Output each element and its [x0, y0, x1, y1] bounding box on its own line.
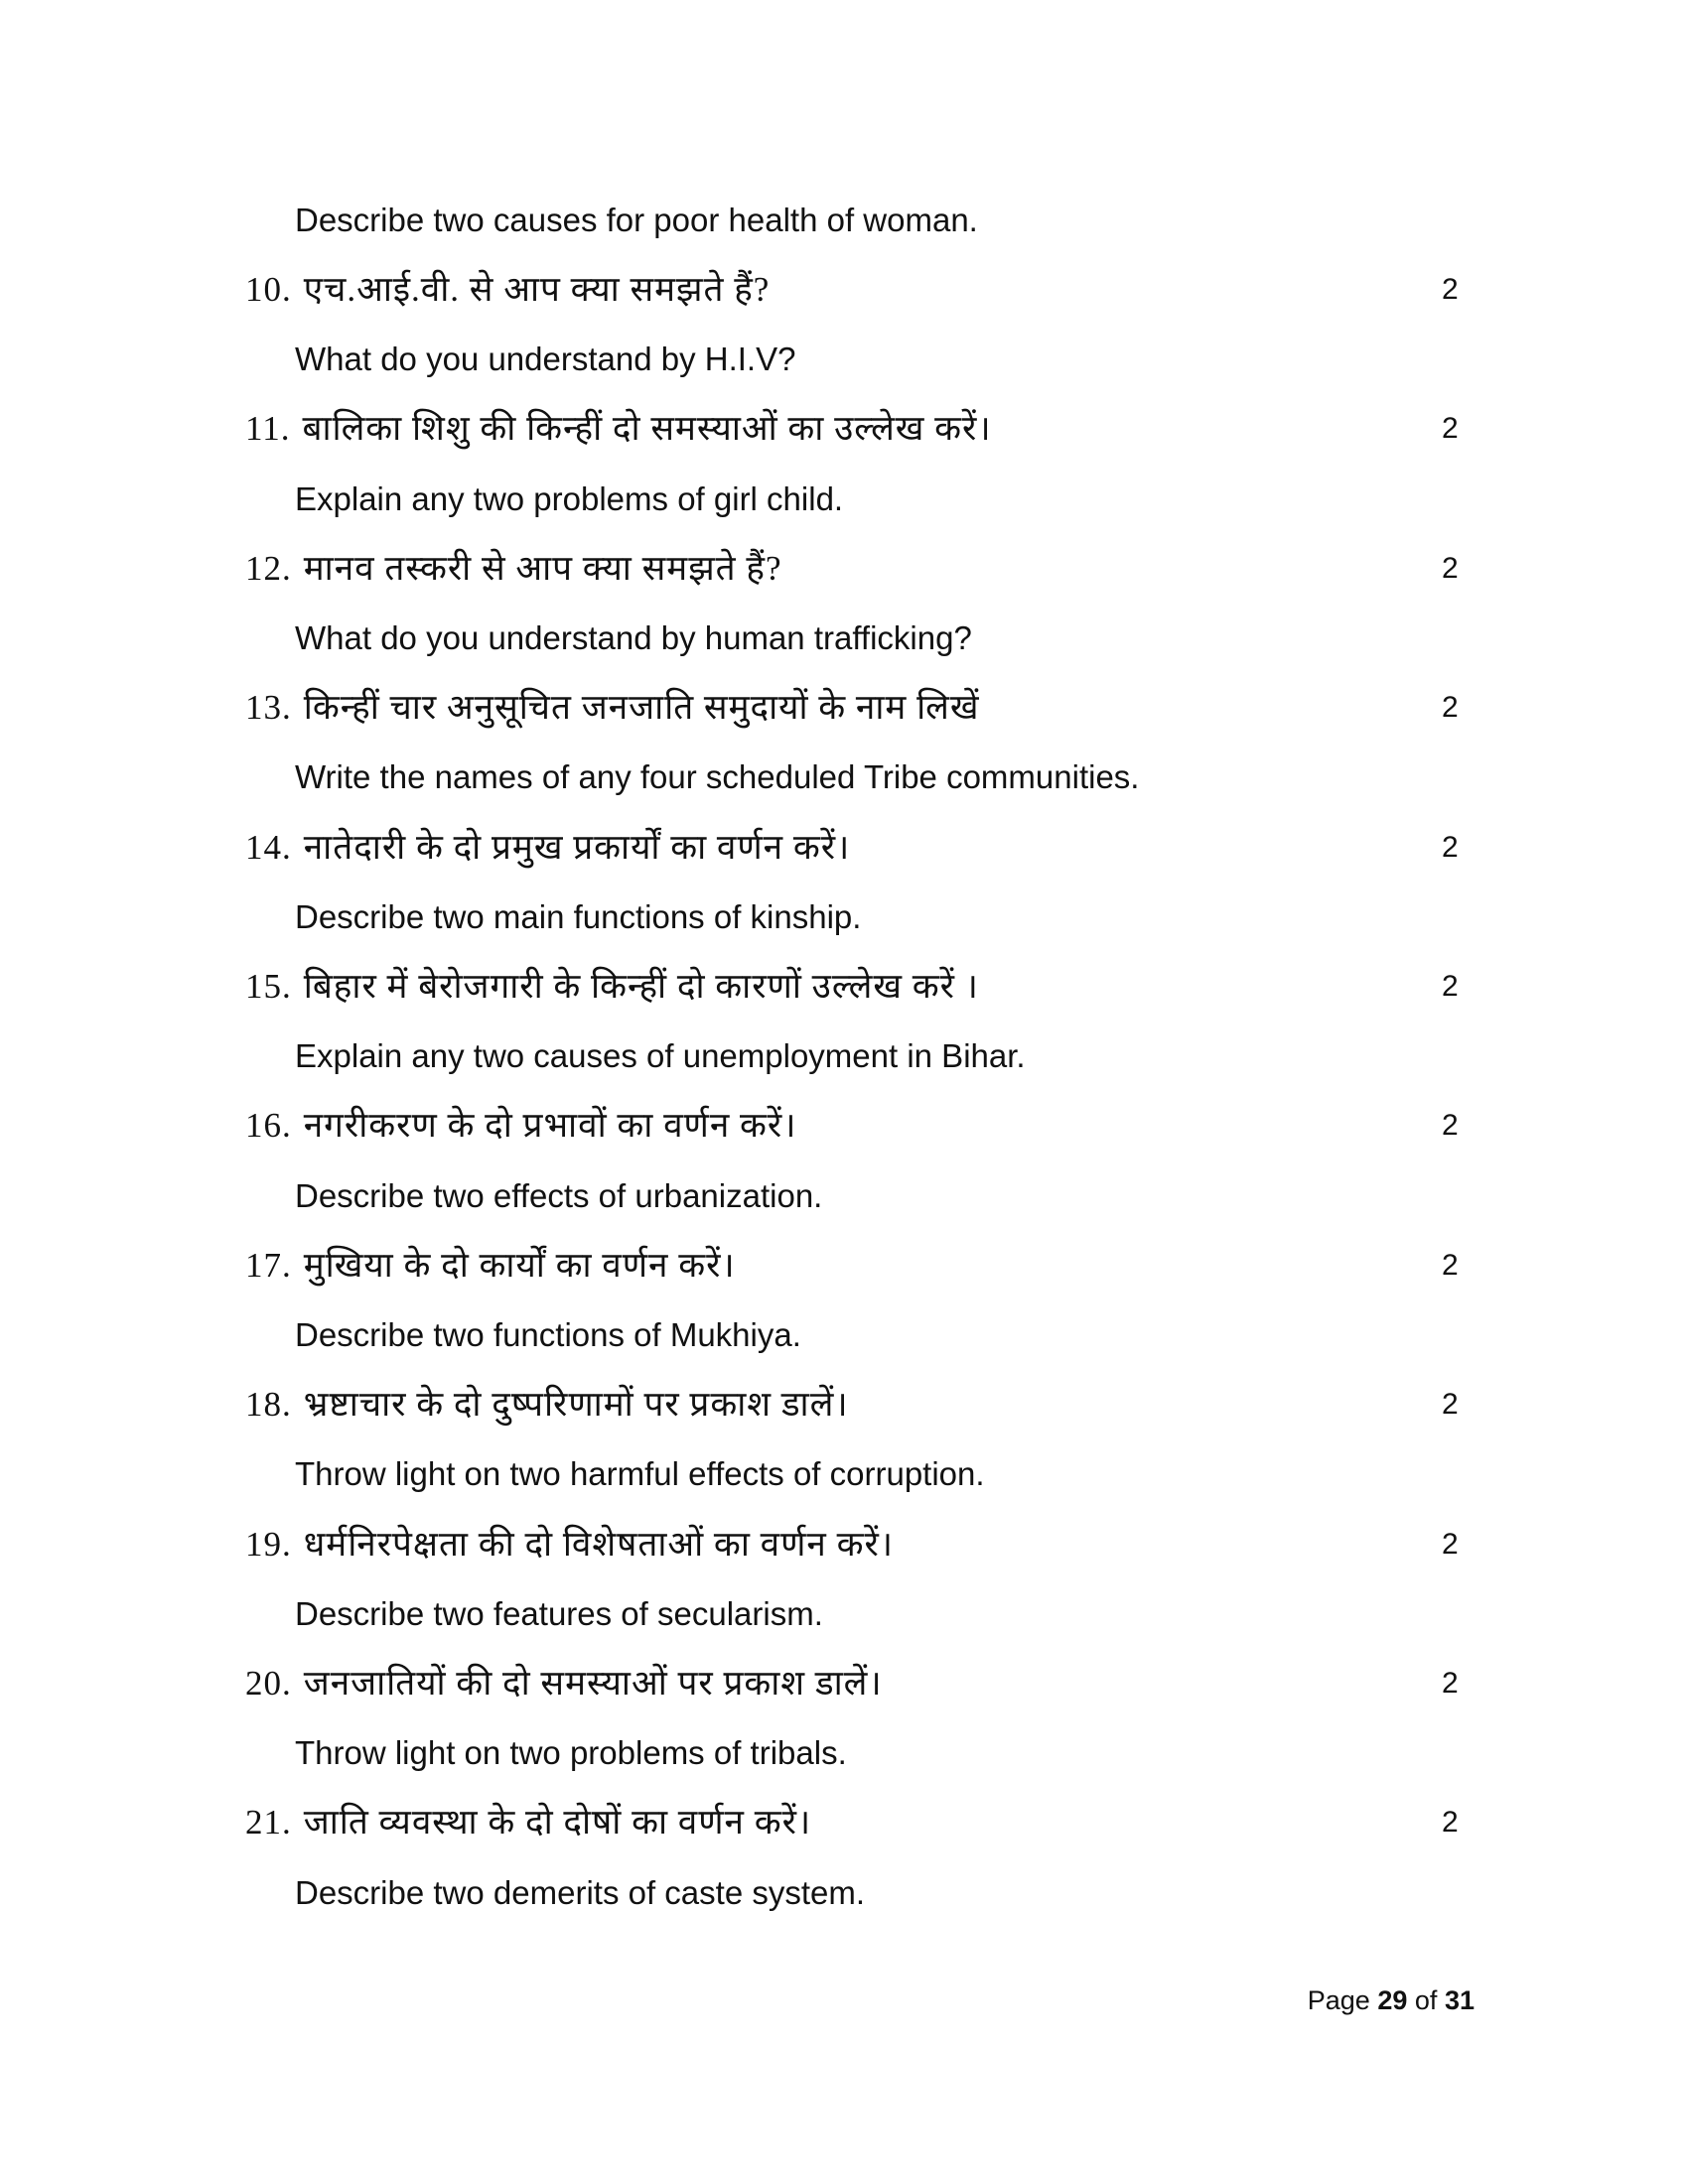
question-english-row — [0, 1858, 1688, 1928]
question-hindi — [245, 394, 992, 464]
question-hindi-text: एच.आई.वी. से आप क्या समझते हैं? — [303, 270, 771, 309]
question-hindi-text: मानव तस्करी से आप क्या समझते हैं? — [303, 548, 782, 588]
question-hindi-text: जाति व्यवस्था के दो दोषों का वर्णन करें। — [303, 1803, 812, 1843]
question-number: 21. — [245, 1803, 292, 1843]
question-english: Throw light on two problems of tribals. — [295, 1734, 847, 1772]
question-english-row — [0, 465, 1688, 534]
question-hindi-row — [0, 952, 1688, 1022]
question-english: Explain any two causes of unemployment in Bihar. — [295, 1037, 1026, 1075]
intro-line — [0, 186, 1688, 255]
question-hindi-text: मुखिया के दो कार्यों का वर्णन करें। — [303, 1245, 736, 1285]
question-hindi — [245, 952, 979, 1022]
question-english: Describe two features of secularism. — [295, 1594, 823, 1632]
page-footer — [1308, 1985, 1475, 2016]
question-hindi-row — [0, 673, 1688, 743]
question-english: Describe two main functions of kinship. — [295, 897, 862, 935]
question-marks: 2 — [1442, 1667, 1459, 1700]
question-marks: 2 — [1442, 691, 1459, 725]
question-hindi-row — [0, 1788, 1688, 1857]
question-number: 16. — [245, 1106, 292, 1146]
question-number: 19. — [245, 1524, 292, 1564]
question-number: 20. — [245, 1664, 292, 1703]
question-marks: 2 — [1442, 1527, 1459, 1561]
question-number: 18. — [245, 1385, 292, 1425]
question-hindi-row — [0, 1649, 1688, 1718]
question-marks: 2 — [1442, 1388, 1459, 1422]
question-marks: 2 — [1442, 1248, 1459, 1282]
question-english: Explain any two problems of girl child. — [295, 479, 844, 517]
question-english-row — [0, 604, 1688, 673]
question-number: 17. — [245, 1245, 292, 1285]
question-number: 10. — [245, 270, 292, 309]
total-pages: 31 — [1444, 1985, 1475, 2015]
question-number: 12. — [245, 548, 292, 588]
question-number: 15. — [245, 967, 292, 1006]
question-english: Describe two functions of Mukhiya. — [295, 1316, 801, 1353]
question-marks: 2 — [1442, 412, 1459, 446]
current-page: 29 — [1377, 1985, 1408, 2015]
question-hindi-text: भ्रष्टाचार के दो दुष्परिणामों पर प्रकाश डालें। — [303, 1385, 849, 1425]
question-english-row — [0, 1579, 1688, 1649]
question-english-row — [0, 1300, 1688, 1370]
question-hindi — [245, 813, 850, 883]
question-hindi-text: बिहार में बेरोजगारी के किन्हीं दो कारणों उल्लेख करें । — [303, 967, 979, 1006]
question-english-row — [0, 1718, 1688, 1788]
question-hindi-text: बालिका शिशु की किन्हीं दो समस्याओं का उल्लेख करें। — [302, 409, 992, 449]
question-hindi-text: नगरीकरण के दो प्रभावों का वर्णन करें। — [303, 1106, 797, 1146]
question-hindi-row — [0, 1231, 1688, 1300]
question-hindi — [245, 1788, 811, 1857]
question-english: Write the names of any four scheduled Tribe communities. — [295, 758, 1140, 796]
question-marks: 2 — [1442, 273, 1459, 306]
question-hindi-row — [0, 534, 1688, 604]
question-number: 11. — [245, 409, 291, 449]
question-hindi-row — [0, 1510, 1688, 1579]
question-hindi — [245, 255, 770, 325]
question-english-row — [0, 1439, 1688, 1509]
question-marks: 2 — [1442, 1109, 1459, 1143]
question-english-row — [0, 883, 1688, 952]
question-english-row — [0, 1161, 1688, 1231]
question-hindi — [245, 1649, 883, 1718]
question-marks: 2 — [1442, 1806, 1459, 1840]
question-english: Describe two causes for poor health of woman. — [295, 202, 978, 238]
question-hindi — [245, 1510, 894, 1579]
question-hindi-row — [0, 1370, 1688, 1439]
question-hindi-row — [0, 394, 1688, 464]
question-english: What do you understand by human trafficking? — [295, 619, 972, 656]
of-label: of — [1414, 1985, 1438, 2015]
question-hindi-text: किन्हीं चार अनुसूचित जनजाति समुदायों के नाम लिखें — [303, 688, 980, 728]
question-english: Describe two effects of urbanization. — [295, 1176, 823, 1214]
question-english-row — [0, 325, 1688, 394]
question-hindi-row — [0, 255, 1688, 325]
question-marks: 2 — [1442, 970, 1459, 1003]
question-english: Throw light on two harmful effects of corruption. — [295, 1455, 985, 1493]
question-hindi — [245, 1091, 797, 1160]
question-number: 13. — [245, 688, 292, 728]
question-hindi-row — [0, 813, 1688, 883]
question-hindi-text: जनजातियों की दो समस्याओं पर प्रकाश डालें। — [303, 1664, 883, 1703]
question-marks: 2 — [1442, 551, 1459, 585]
question-hindi-row — [0, 1091, 1688, 1160]
question-hindi — [245, 673, 980, 743]
question-number: 14. — [245, 827, 292, 867]
question-marks: 2 — [1442, 830, 1459, 864]
question-hindi — [245, 534, 781, 604]
question-hindi-text: धर्मनिरपेक्षता की दो विशेषताओं का वर्णन करें। — [303, 1524, 895, 1564]
question-hindi — [245, 1370, 849, 1439]
question-hindi — [245, 1231, 736, 1300]
question-english-row — [0, 1022, 1688, 1091]
question-english-row — [0, 743, 1688, 812]
question-hindi-text: नातेदारी के दो प्रमुख प्रकार्यों का वर्णन करें। — [303, 827, 851, 867]
question-english: Describe two demerits of caste system. — [295, 1873, 866, 1911]
question-english: What do you understand by H.I.V? — [295, 341, 796, 378]
page-label: Page — [1307, 1985, 1370, 2015]
